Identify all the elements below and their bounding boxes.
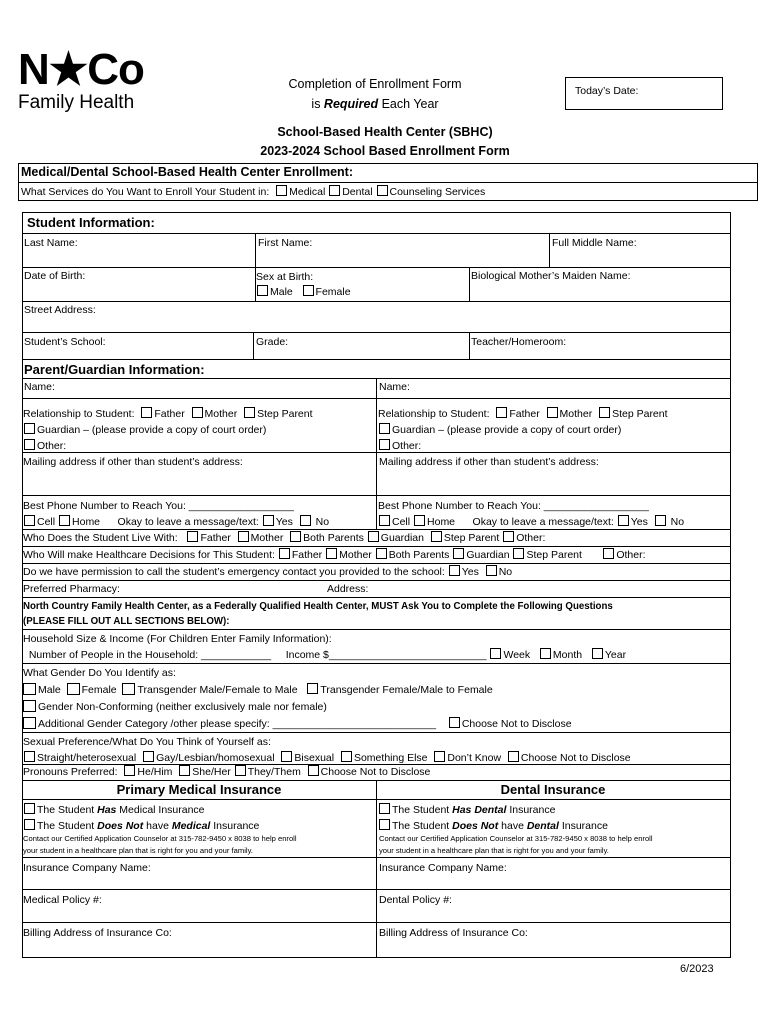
todays-date-box[interactable] — [565, 77, 723, 110]
sex-male-checkbox[interactable]: Male — [256, 286, 293, 298]
first-name-field[interactable]: First Name: — [258, 237, 313, 249]
sex-female-checkbox[interactable]: Female — [302, 286, 351, 298]
counseling-checkbox[interactable]: Counseling Services — [376, 186, 486, 198]
parent2-relationship: Relationship to Student: Father Mother Step Parent Guardian – (please provide a copy of court order) Other: — [378, 408, 668, 452]
household-section: Household Size & Income (For Children Enter Family Information): Number of People in the Household: ____________ Income $___________________________ Week Month Year — [23, 633, 627, 661]
school-field[interactable]: Student’s School: — [24, 336, 106, 348]
logo-mark: N★Co — [18, 45, 144, 94]
medical-policy-field[interactable]: Medical Policy #: — [23, 894, 102, 906]
dental-insurance-options: The Student Has Dental Insurance The Student Does Not have Dental Insurance — [378, 802, 608, 834]
dental-policy-field[interactable]: Dental Policy #: — [379, 894, 452, 906]
form-title-1: School-Based Health Center (SBHC) — [277, 125, 493, 139]
dental-company-field[interactable]: Insurance Company Name: — [379, 862, 507, 874]
mother-maiden-field[interactable]: Biological Mother’s Maiden Name: — [471, 270, 631, 282]
decisions-row: Who Will make Healthcare Decisions for This Student: Father Mother Both Parents Guardian Step Parent Other: — [23, 549, 646, 561]
parent1-phone: Best Phone Number to Reach You: __________________ Cell Home Okay to leave a message/text: Yes No — [23, 500, 330, 528]
middle-name-field[interactable]: Full Middle Name: — [552, 237, 637, 249]
dental-billing-field[interactable]: Billing Address of Insurance Co: — [379, 927, 528, 939]
parent2-phone: Best Phone Number to Reach You: __________________ Cell Home Okay to leave a message/text: Yes No — [378, 500, 685, 528]
parent1-mailing-field[interactable]: Mailing address if other than student’s address: — [23, 456, 243, 468]
street-address-field[interactable]: Street Address: — [24, 304, 96, 316]
parent-heading: Parent/Guardian Information: — [24, 362, 205, 377]
pronouns-row: Pronouns Preferred: He/Him She/Her They/Them Choose Not to Disclose — [23, 766, 431, 778]
dental-insurance-heading: Dental Insurance — [500, 782, 606, 797]
sex-field: Sex at Birth: Male Female — [256, 271, 351, 298]
completion-text: Completion of Enrollment Form — [288, 77, 462, 91]
medical-contact-note: Contact our Certified Application Counselor at 315-782-9450 x 8038 to help enroll your student in a healthcare plan that is right for you and your family. — [23, 834, 297, 855]
dental-contact-note: Contact our Certified Application Counselor at 315-782-9450 x 8038 to help enroll your student in a healthcare plan that is right for you and your family. — [379, 834, 653, 855]
last-name-field[interactable]: Last Name: — [24, 237, 78, 249]
medical-insurance-heading: Primary Medical Insurance — [116, 782, 282, 797]
medical-insurance-options: The Student Has Medical Insurance The Student Does Not have Medical Insurance — [23, 802, 259, 834]
services-section — [18, 163, 758, 201]
gender-section: What Gender Do You Identify as: Male Female Transgender Male/Female to Male Transgender Female/Male to Female Gender Non-Conforming (neither exclusively male nor female) Additional Gender Category /other please specify: ____________________________ Choose Not to Disclose — [23, 667, 572, 730]
services-question: What Services do You Want to Enroll Your Student in: Medical Dental Counseling Services — [21, 186, 486, 198]
logo — [18, 45, 158, 120]
dob-field[interactable]: Date of Birth: — [24, 270, 86, 282]
form-title-2: 2023-2024 School Based Enrollment Form — [260, 144, 510, 158]
services-heading: Medical/Dental School-Based Health Center Enrollment: — [21, 165, 354, 179]
logo-text: Family Health — [18, 92, 135, 113]
dental-checkbox[interactable]: Dental — [328, 186, 372, 198]
parent1-name-field[interactable]: Name: — [24, 381, 55, 393]
required-text: is Required Each Year — [311, 97, 439, 111]
parent2-mailing-field[interactable]: Mailing address if other than student’s address: — [379, 456, 599, 468]
student-heading: Student Information: — [27, 215, 155, 230]
todays-date-label: Today’s Date: — [575, 85, 639, 97]
permission-row: Do we have permission to call the student’s emergency contact you provided to the school: Yes No — [23, 566, 513, 578]
pharmacy-address-field[interactable]: Address: — [327, 583, 369, 595]
teacher-field[interactable]: Teacher/Homeroom: — [471, 336, 567, 348]
sexual-pref-section: Sexual Preference/What Do You Think of Yourself as: Straight/heterosexual Gay/Lesbian/homosexual Bisexual Something Else Don’t Know Choose Not to Disclose — [23, 736, 631, 764]
parent1-relationship: Relationship to Student: Father Mother Step Parent Guardian – (please provide a copy of court order) Other: — [23, 408, 313, 452]
pharmacy-field[interactable]: Preferred Pharmacy: — [23, 583, 120, 595]
medical-checkbox[interactable]: Medical — [275, 186, 325, 198]
live-with-row: Who Does the Student Live With: Father Mother Both Parents Guardian Step Parent Other: — [23, 532, 546, 544]
parent2-name-field[interactable]: Name: — [379, 381, 410, 393]
grade-field[interactable]: Grade: — [256, 336, 289, 348]
fqhc-notice: North Country Family Health Center, as a Federally Qualified Health Center, MUST Ask You to Complete the Following Questions (PLEASE FILL OUT ALL SECTIONS BELOW): — [23, 601, 613, 627]
footer-date: 6/2023 — [680, 963, 714, 975]
medical-company-field[interactable]: Insurance Company Name: — [23, 862, 151, 874]
medical-billing-field[interactable]: Billing Address of Insurance Co: — [23, 927, 172, 939]
